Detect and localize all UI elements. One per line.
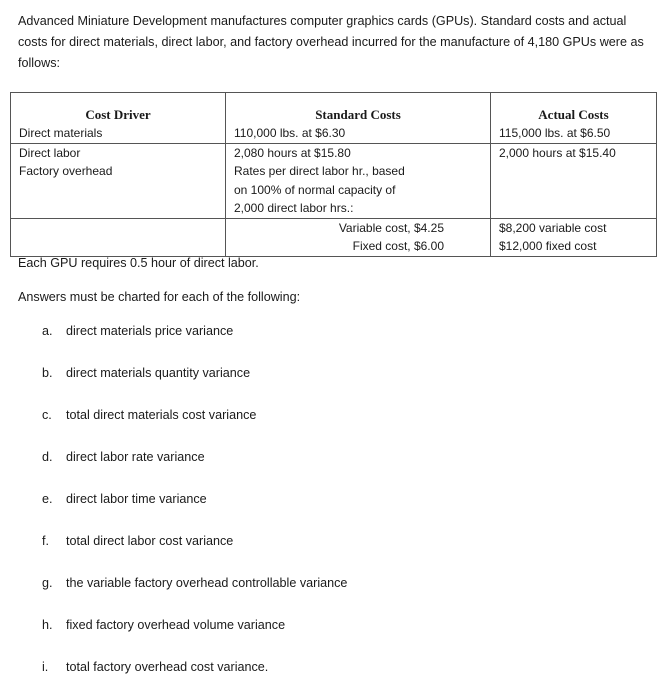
header-cost-driver: Cost Driver <box>11 93 226 125</box>
question-item: f. total direct labor cost variance <box>42 534 234 548</box>
foh-line: Rates per direct labor hr., based <box>234 164 405 178</box>
cell-dl-standard: 2,080 hours at $15.80 <box>226 143 491 162</box>
foh-line: 2,000 direct labor hrs.: <box>234 201 354 215</box>
header-actual-costs: Actual Costs <box>491 93 657 125</box>
cell-dm-driver: Direct materials <box>11 124 226 143</box>
problem-intro: Advanced Miniature Development manufactures computer graphics cards (GPUs). Standard costs and actual costs for direct materials, direct labor, and factory overhead incurred for the manufacture of 4,180 GPUs were as follows: <box>18 14 644 70</box>
question-item: a. direct materials price variance <box>42 324 234 338</box>
labor-note: Each GPU requires 0.5 hour of direct labor. <box>18 256 259 270</box>
instructions: Answers must be charted for each of the following: <box>18 290 301 304</box>
question-item: e. direct labor time variance <box>42 492 207 506</box>
question-item: i. total factory overhead cost variance. <box>42 660 269 674</box>
cell-dl-driver: Direct labor <box>11 143 226 162</box>
cell-foh-driver: Factory overhead <box>11 162 226 218</box>
cell-foh-standard <box>226 162 491 218</box>
question-item: h. fixed factory overhead volume variance <box>42 618 286 632</box>
cell-dl-actual: 2,000 hours at $15.40 <box>491 143 657 162</box>
question-item: c. total direct materials cost variance <box>42 408 257 422</box>
question-item: d. direct labor rate variance <box>42 450 205 464</box>
cell-dm-actual: 115,000 lbs. at $6.50 <box>491 124 657 143</box>
cost-table <box>10 92 657 257</box>
question-item: b. direct materials quantity variance <box>42 366 251 380</box>
cell-variable-actual: $8,200 variable cost <box>491 218 657 237</box>
cell-fixed-actual: $12,000 fixed cost <box>491 237 657 256</box>
cell-foh-actual <box>491 162 657 218</box>
header-standard-costs: Standard Costs <box>226 93 491 125</box>
cell-fixed-standard: Fixed cost, $6.00 <box>226 237 491 256</box>
cell-dm-standard: 110,000 lbs. at $6.30 <box>226 124 491 143</box>
question-item: g. the variable factory overhead controllable variance <box>42 576 348 590</box>
foh-line: on 100% of normal capacity of <box>234 182 396 197</box>
cell-variable-standard: Variable cost, $4.25 <box>226 218 491 237</box>
